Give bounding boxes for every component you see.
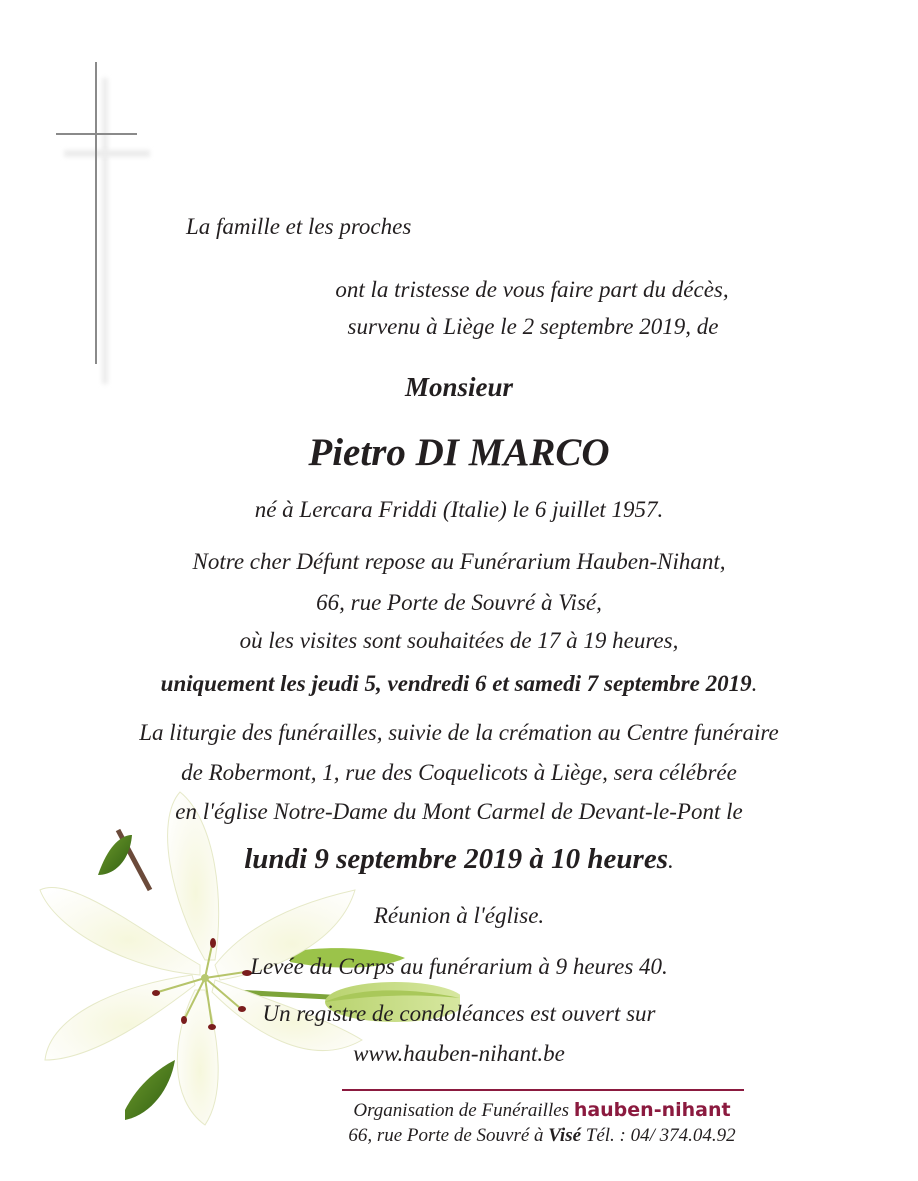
funeral-date-line [0, 843, 918, 876]
announce-line-1: ont la tristesse de vous faire part du décès, [335, 277, 729, 302]
footer-organisation-line [0, 1099, 918, 1122]
liturgy-line-3: en l'église Notre-Dame du Mont Carmel de Devant-le-Pont le [175, 799, 743, 824]
visit-dates-end: . [751, 671, 758, 696]
footer-divider [342, 1089, 744, 1091]
footer-city: Visé [548, 1125, 582, 1146]
funeral-date: lundi 9 septembre 2019 à 10 heures [244, 843, 668, 875]
visit-dates-line [0, 671, 918, 697]
meeting-line: Réunion à l'église. [373, 903, 545, 928]
levee-line: Levée du Corps au funérarium à 9 heures 40. [250, 954, 668, 979]
brand-logo: hauben-nihant [573, 1099, 731, 1121]
cross-icon [50, 60, 160, 390]
birth-line: né à Lercara Friddi (Italie) le 6 juillet 1957. [254, 497, 664, 522]
family-line: La famille et les proches [186, 214, 412, 239]
footer-address: 66, rue Porte de Souvré à [348, 1125, 544, 1146]
liturgy-line-1: La liturgie des funérailles, suivie de la crémation au Centre funéraire [139, 720, 779, 745]
announce-line-2: survenu à Liège le 2 septembre 2019, de [347, 314, 719, 339]
footer-org-prefix: Organisation de Funérailles [353, 1100, 570, 1121]
liturgy-line-2: de Robermont, 1, rue des Coquelicots à Liège, sera célébrée [181, 760, 737, 785]
rest-line-1: Notre cher Défunt repose au Funérarium Hauben-Nihant, [192, 549, 726, 574]
website-link[interactable]: www.hauben-nihant.be [353, 1041, 565, 1066]
footer-phone: Tél. : 04/ 374.04.92 [585, 1125, 736, 1146]
salutation: Monsieur [404, 372, 514, 402]
funeral-date-end: . [668, 848, 674, 873]
visit-dates: uniquement les jeudi 5, vendredi 6 et samedi 7 septembre 2019 [160, 671, 752, 696]
deceased-name: Pietro DI MARCO [308, 431, 610, 474]
register-line: Un registre de condoléances est ouvert sur [262, 1001, 656, 1026]
rest-line-3: où les visites sont souhaitées de 17 à 19 heures, [239, 628, 679, 653]
footer-address-line [0, 1125, 918, 1147]
rest-line-2: 66, rue Porte de Souvré à Visé, [316, 590, 602, 615]
